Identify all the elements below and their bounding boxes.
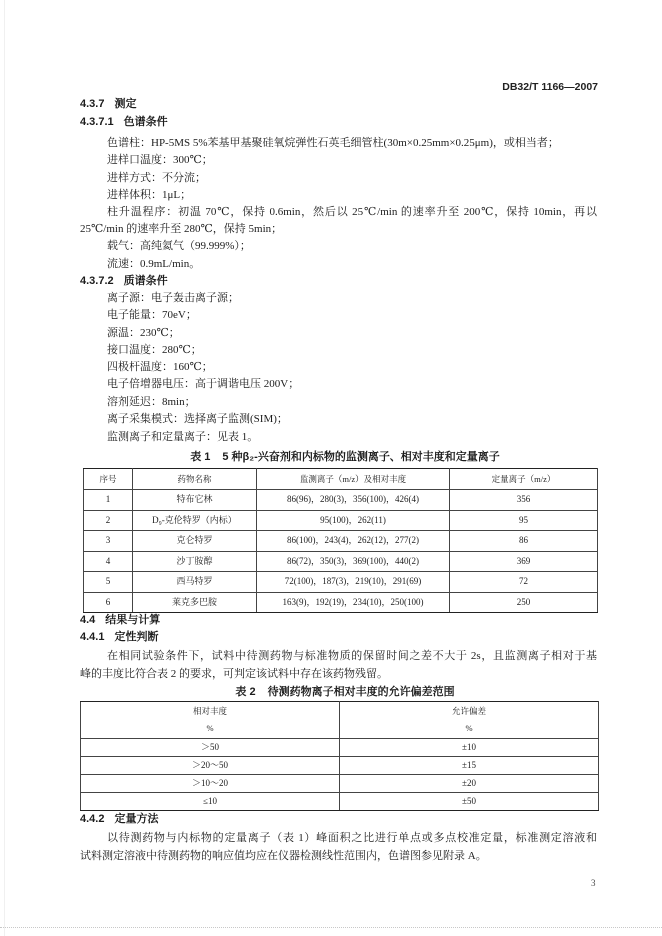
header-quantitative-ion: 定量离子（m/z） bbox=[450, 469, 598, 490]
section-title: 测定 bbox=[114, 98, 137, 110]
section-title: 定性判断 bbox=[114, 631, 159, 643]
table-row bbox=[84, 531, 598, 552]
table-label: 表 2 bbox=[235, 686, 256, 698]
cell-allowed-deviation: ±20 bbox=[340, 775, 599, 793]
cell-drug: 莱克多巴胺 bbox=[133, 592, 257, 613]
table-1 bbox=[83, 468, 598, 613]
scan-edge-left bbox=[4, 0, 5, 936]
cell-quant-ion: 356 bbox=[450, 490, 598, 511]
section-4-3-7-2-heading bbox=[80, 273, 168, 289]
table-row bbox=[84, 592, 598, 613]
cell-allowed-deviation: ±50 bbox=[340, 793, 599, 811]
section-title: 结果与计算 bbox=[105, 614, 161, 626]
table-row bbox=[84, 572, 598, 593]
ion-acquisition-mode-line: 离子采集模式：选择离子监测(SIM)； bbox=[107, 413, 288, 425]
header-monitoring-ions: 监测离子（m/z）及相对丰度 bbox=[257, 469, 450, 490]
cell-drug: 西马特罗 bbox=[133, 572, 257, 593]
section-title: 色谱条件 bbox=[123, 116, 168, 128]
section-4-4-2-heading bbox=[80, 811, 158, 827]
header-serial-number: 序号 bbox=[84, 469, 133, 490]
injection-mode-line: 进样方式：不分流； bbox=[107, 172, 206, 184]
table-row bbox=[84, 551, 598, 572]
carrier-gas-line: 载气：高纯氦气（99.999%）； bbox=[107, 240, 251, 252]
table-row bbox=[81, 775, 599, 793]
cell-quant-ion: 95 bbox=[450, 510, 598, 531]
flow-rate-line: 流速：0.9mL/min。 bbox=[107, 258, 201, 270]
cell-drug: 克仑特罗 bbox=[133, 531, 257, 552]
chromatography-column-line: 色谱柱：HP-5MS 5%苯基甲基聚硅氧烷弹性石英毛细管柱(30m×0.25mm×0.25μm)，或相当者； bbox=[107, 137, 559, 149]
table-header-row bbox=[81, 702, 599, 739]
cell-allowed-deviation: ±15 bbox=[340, 757, 599, 775]
section-title: 定量方法 bbox=[114, 813, 159, 825]
cell-relative-abundance: ＞10～20 bbox=[81, 775, 340, 793]
cell-ions: 163(9)，192(19)，234(10)，250(100) bbox=[257, 592, 450, 613]
cell-relative-abundance: ＞20～50 bbox=[81, 757, 340, 775]
cell-relative-abundance: ＞50 bbox=[81, 739, 340, 757]
oven-program-line-1: 柱升温程序：初温 70℃，保持 0.6min，然后以 25℃/min 的速率升至 200℃，保持 10min，再以 bbox=[107, 206, 597, 218]
cell-serial: 4 bbox=[84, 551, 133, 572]
cell-quant-ion: 369 bbox=[450, 551, 598, 572]
section-number: 4.4.2 bbox=[80, 813, 105, 825]
cell-ions: 86(100)，243(4)，262(12)，277(2) bbox=[257, 531, 450, 552]
section-4-3-7-heading bbox=[80, 96, 136, 112]
cell-ions: 86(72)，350(3)，369(100)，440(2) bbox=[257, 551, 450, 572]
header-unit: % bbox=[465, 723, 473, 733]
interface-temperature-line: 接口温度：280℃； bbox=[107, 344, 202, 356]
header-name: 允许偏差 bbox=[451, 706, 486, 716]
section-number: 4.3.7.1 bbox=[80, 116, 114, 128]
section-number: 4.3.7.2 bbox=[80, 275, 114, 287]
cell-drug: 特布它林 bbox=[133, 490, 257, 511]
table-1-caption bbox=[80, 449, 610, 465]
header-name: 相对丰度 bbox=[192, 706, 227, 716]
table-row bbox=[81, 757, 599, 775]
solvent-delay-line: 溶剂延迟：8min； bbox=[107, 396, 196, 408]
table-row bbox=[84, 510, 598, 531]
cell-quant-ion: 250 bbox=[450, 592, 598, 613]
qualitative-judgement-line-1: 在相同试验条件下，试料中待测药物与标准物质的保留时间之差不大于 2s，且监测离子相对于基 bbox=[107, 650, 597, 662]
quadrupole-temperature-line: 四极杆温度：160℃； bbox=[107, 361, 213, 373]
table-2-caption bbox=[80, 684, 610, 700]
section-title: 质谱条件 bbox=[123, 275, 168, 287]
table-2 bbox=[80, 701, 599, 811]
section-number: 4.4 bbox=[80, 614, 96, 626]
cell-relative-abundance: ≤10 bbox=[81, 793, 340, 811]
header-allowed-deviation bbox=[340, 702, 599, 739]
table-header-row bbox=[84, 469, 598, 490]
quantitative-method-line-1: 以待测药物与内标物的定量离子（表 1）峰面积之比进行单点或多点校准定量，标准测定溶液和 bbox=[107, 832, 597, 844]
cell-allowed-deviation: ±10 bbox=[340, 739, 599, 757]
section-4-4-heading bbox=[80, 612, 160, 628]
section-number: 4.3.7 bbox=[80, 98, 105, 110]
quantitative-method-line-2: 试料测定溶液中待测药物的响应值均应在仪器检测线性范围内，色谱图参见附录 A。 bbox=[80, 850, 487, 862]
table-title: 5 种β₂-兴奋剂和内标物的监测离子、相对丰度和定量离子 bbox=[222, 451, 500, 463]
header-drug-name: 药物名称 bbox=[133, 469, 257, 490]
cell-drug: 沙丁胺醇 bbox=[133, 551, 257, 572]
cell-serial: 5 bbox=[84, 572, 133, 593]
oven-program-line-2: 25℃/min 的速率升至 280℃，保持 5min； bbox=[80, 223, 283, 235]
scan-edge-bottom bbox=[0, 927, 662, 928]
document-code: DB32/T 1166—2007 bbox=[502, 81, 598, 93]
section-4-4-1-heading bbox=[80, 629, 158, 645]
qualitative-judgement-line-2: 峰的丰度比符合表 2 的要求，可判定该试料中存在该药物残留。 bbox=[80, 668, 388, 680]
cell-ions: 72(100)，187(3)，219(10)，291(69) bbox=[257, 572, 450, 593]
cell-ions: 86(96)，280(3)，356(100)，426(4) bbox=[257, 490, 450, 511]
electron-energy-line: 电子能量：70eV； bbox=[107, 309, 197, 321]
electron-multiplier-voltage-line: 电子倍增器电压：高于调谐电压 200V； bbox=[107, 378, 300, 390]
cell-serial: 2 bbox=[84, 510, 133, 531]
cell-ions: 95(100)，262(11) bbox=[257, 510, 450, 531]
page-number: 3 bbox=[591, 878, 596, 888]
header-relative-abundance bbox=[81, 702, 340, 739]
cell-serial: 3 bbox=[84, 531, 133, 552]
table-row bbox=[84, 490, 598, 511]
header-unit: % bbox=[206, 723, 214, 733]
monitoring-ions-reference-line: 监测离子和定量离子：见表 1。 bbox=[107, 431, 259, 443]
cell-serial: 6 bbox=[84, 592, 133, 613]
table-row bbox=[81, 793, 599, 811]
ion-source-line: 离子源：电子轰击离子源； bbox=[107, 292, 239, 304]
section-number: 4.4.1 bbox=[80, 631, 105, 643]
cell-drug: D₉-克伦特罗（内标） bbox=[133, 510, 257, 531]
cell-serial: 1 bbox=[84, 490, 133, 511]
table-label: 表 1 bbox=[190, 451, 211, 463]
source-temperature-line: 源温：230℃； bbox=[107, 327, 180, 339]
injector-temperature-line: 进样口温度：300℃； bbox=[107, 154, 213, 166]
table-row bbox=[81, 739, 599, 757]
section-4-3-7-1-heading bbox=[80, 114, 168, 130]
cell-quant-ion: 86 bbox=[450, 531, 598, 552]
table-title: 待测药物离子相对丰度的允许偏差范围 bbox=[267, 686, 455, 698]
injection-volume-line: 进样体积：1μL； bbox=[107, 189, 192, 201]
cell-quant-ion: 72 bbox=[450, 572, 598, 593]
